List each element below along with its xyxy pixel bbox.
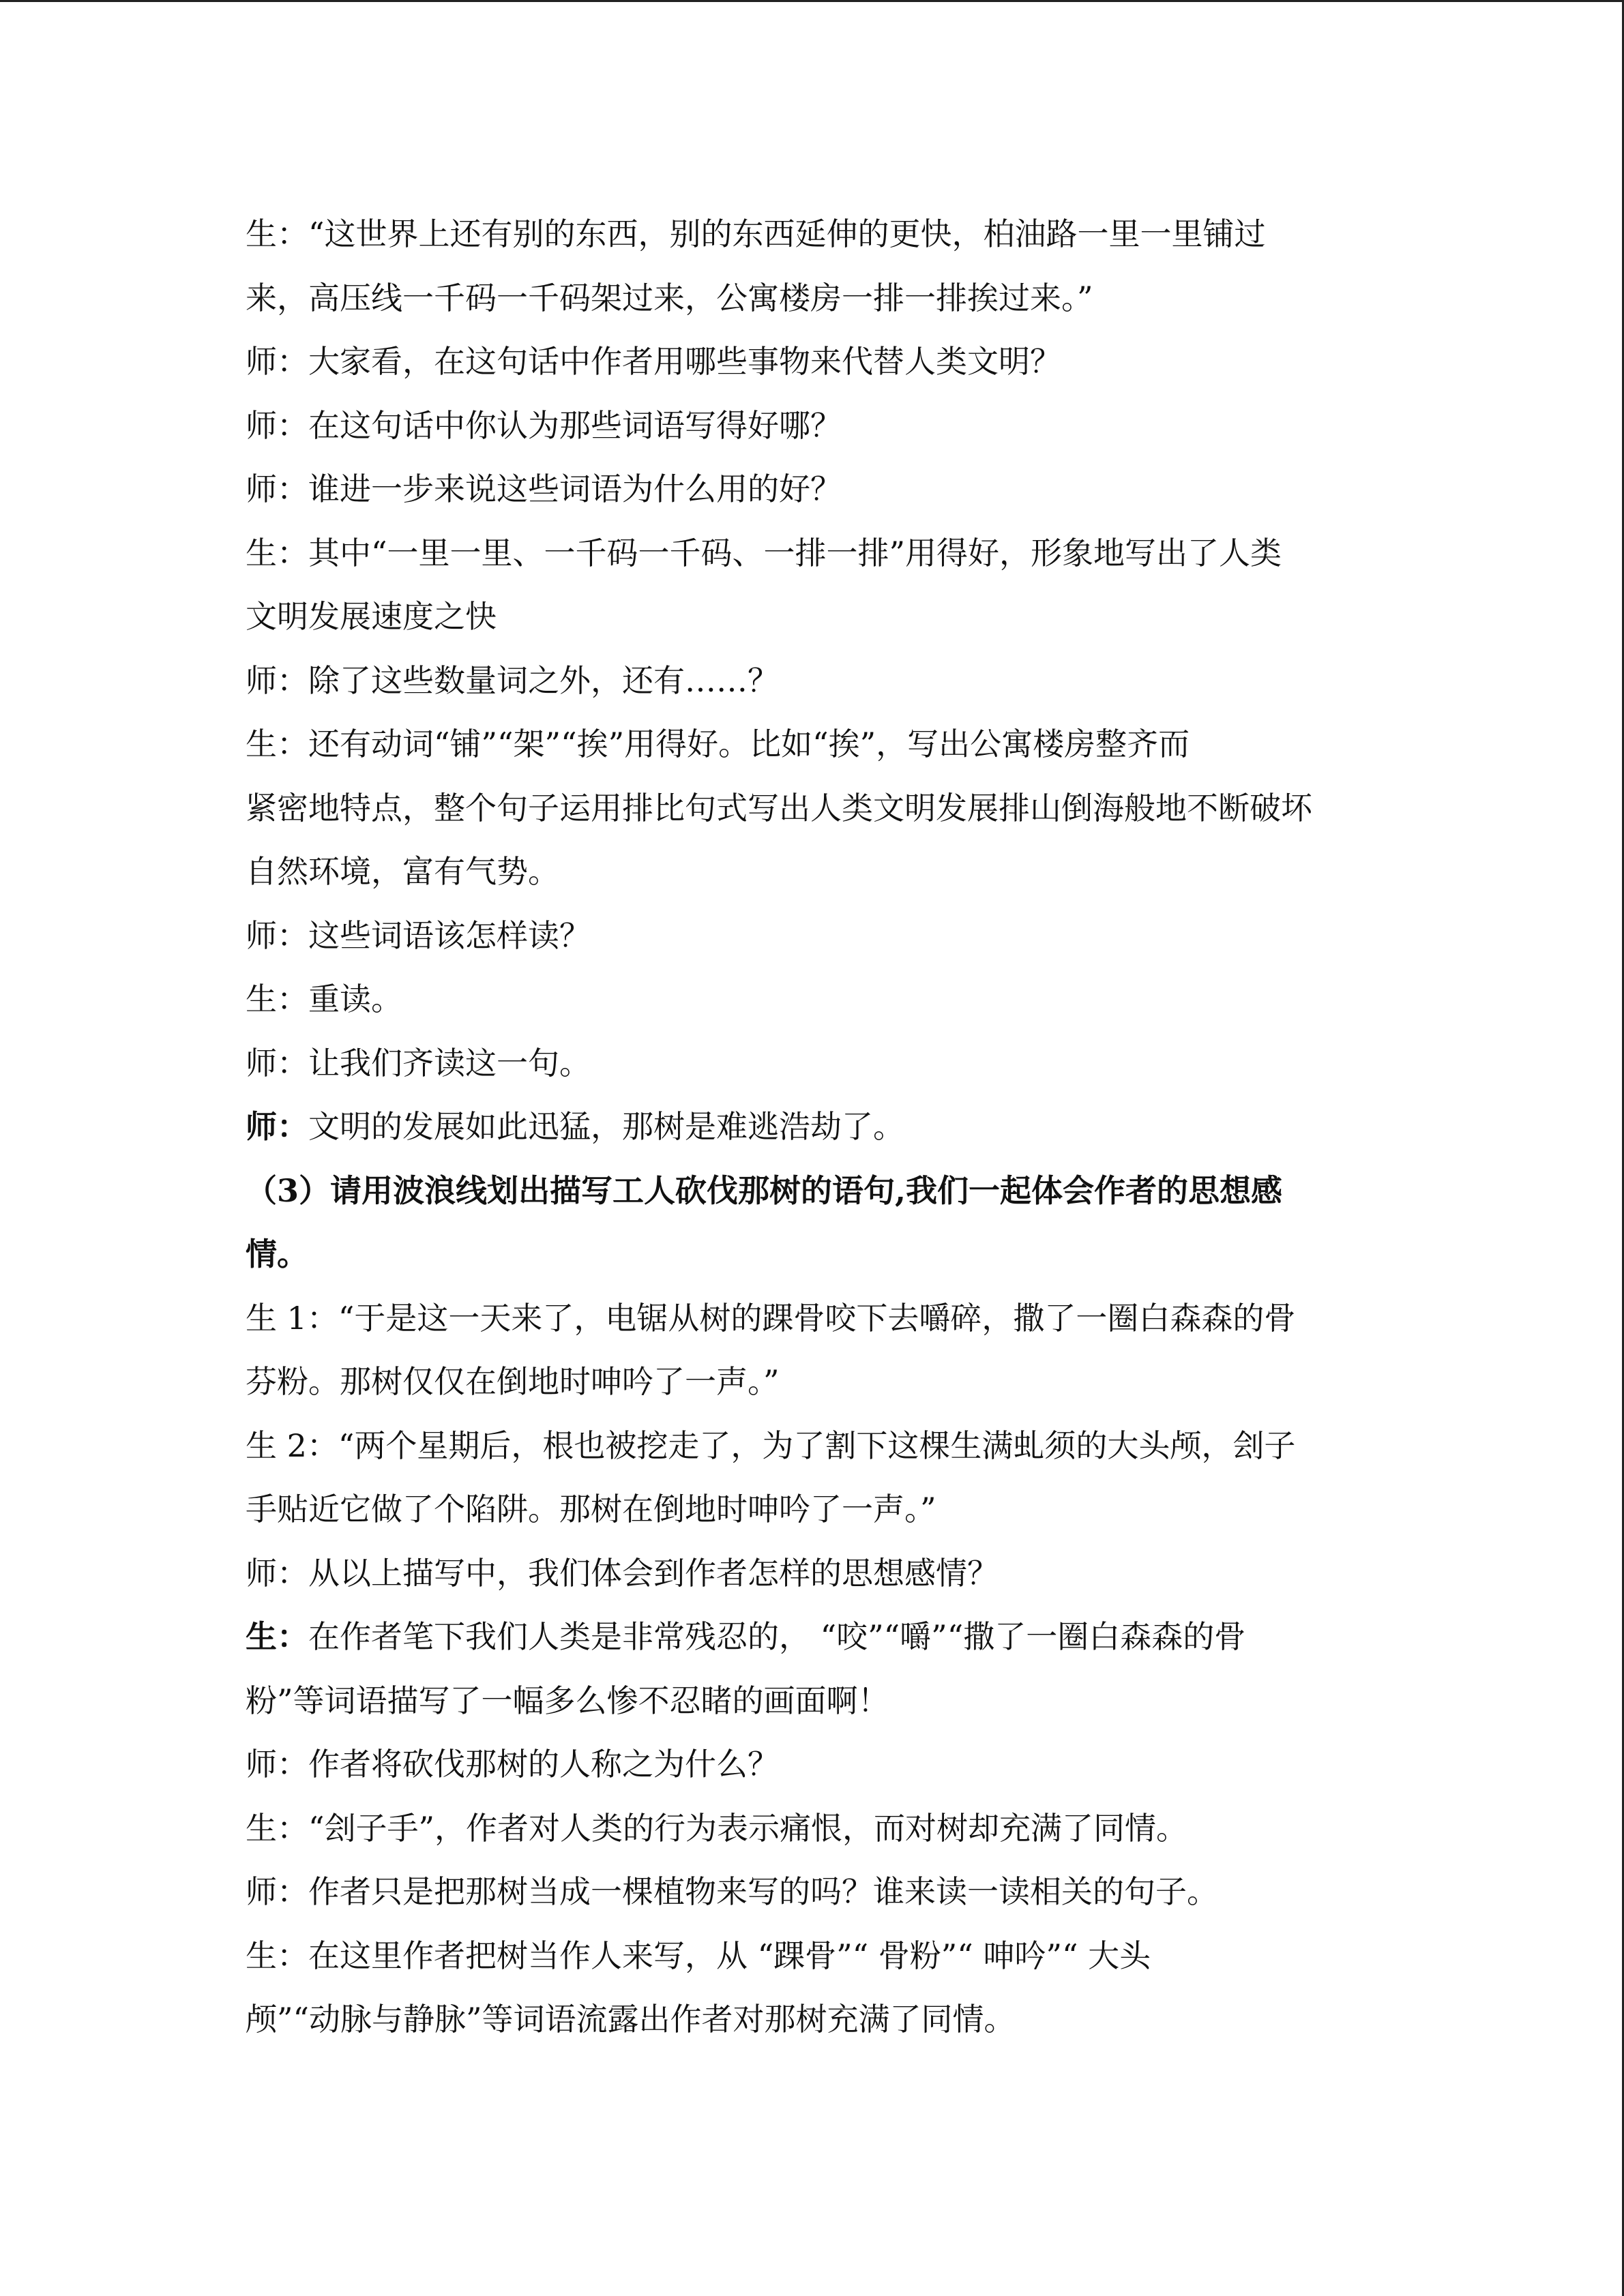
line-text: 文明的发展如此迅猛，那树是难逃浩劫了。 — [308, 1108, 904, 1145]
text-line: 文明发展速度之快 — [246, 598, 497, 635]
text-line: 师：这些词语该怎样读？ — [246, 916, 591, 954]
text-line: 生：还有动词“铺”“架”“挨”用得好。比如“挨”，写出公寓楼房整齐而 — [246, 726, 1190, 762]
line-text: 在作者笔下我们人类是非常残忍的， “咬”“嚼”“撒了一圈白森森的骨 — [308, 1618, 1246, 1655]
text-line: 师：除了这些数量词之外，还有……？ — [246, 661, 779, 699]
text-line: 粉”等词语描写了一幅多么惨不忍睹的画面啊！ — [246, 1682, 889, 1719]
text-line: 生：在这里作者把树当作人来写，从 “踝骨”“ 骨粉”“ 呻吟”“ 大头 — [246, 1937, 1151, 1974]
text-line: 生 2：“两个星期后，根也被挖走了，为了割下这棵生满虬须的大头颅，刽子 — [246, 1427, 1296, 1464]
text-line: 生：其中“一里一里、一千码一千码、一排一排”用得好，形象地写出了人类 — [246, 534, 1282, 571]
document-body — [246, 203, 1391, 2052]
text-line: 师：谁进一步来说这些词语为什么用的好？ — [246, 471, 842, 507]
text-line: 自然环境，富有气势。 — [246, 853, 559, 890]
text-line: 生：“刽子手”，作者对人类的行为表示痛恨，而对树却充满了同情。 — [246, 1809, 1188, 1847]
text-line: 师：作者将砍伐那树的人称之为什么？ — [246, 1746, 779, 1783]
text-line: 师：作者只是把那树当成一棵植物来写的吗？谁来读一读相关的句子。 — [246, 1873, 1218, 1910]
text-line: 师：在这句话中你认为那些词语写得好哪？ — [246, 406, 842, 444]
text-line: 师：从以上描写中，我们体会到作者怎样的思想感情？ — [246, 1554, 999, 1592]
text-line — [246, 1605, 1391, 1669]
text-line: 生：“这世界上还有别的东西，别的东西延伸的更快，柏油路一里一里铺过 — [246, 215, 1266, 252]
text-line: 紧密地特点，整个句子运用排比句式写出人类文明发展排山倒海般地不断破坏 — [246, 789, 1312, 826]
text-line: 师：让我们齐读这一句。 — [246, 1044, 591, 1082]
speaker-label: 生： — [246, 1618, 308, 1655]
text-line: 手贴近它做了个陷阱。那树在倒地时呻吟了一声。” — [246, 1491, 936, 1527]
text-line: 芬粉。那树仅仅在倒地时呻吟了一声。” — [246, 1363, 780, 1400]
speaker-label: 师： — [246, 1108, 308, 1145]
text-line: 师：大家看，在这句话中作者用哪些事物来代替人类文明？ — [246, 343, 1061, 380]
text-line: 来，高压线一千码一千码架过来，公寓楼房一排一排挨过来。” — [246, 279, 1093, 316]
text-line: 颅”“动脉与静脉”等词语流露出作者对那树充满了同情。 — [246, 2001, 1016, 2038]
text-line: 生 1：“于是这一天来了，电锯从树的踝骨咬下去嚼碎，撒了一圈白森森的骨 — [246, 1299, 1296, 1337]
question-heading-line: （3）请用波浪线划出描写工人砍伐那树的语句,我们一起体会作者的思想感 — [246, 1172, 1283, 1209]
text-line: 生：重读。 — [246, 981, 402, 1017]
question-heading-line: 情。 — [246, 1236, 308, 1272]
text-line — [246, 1095, 1391, 1159]
